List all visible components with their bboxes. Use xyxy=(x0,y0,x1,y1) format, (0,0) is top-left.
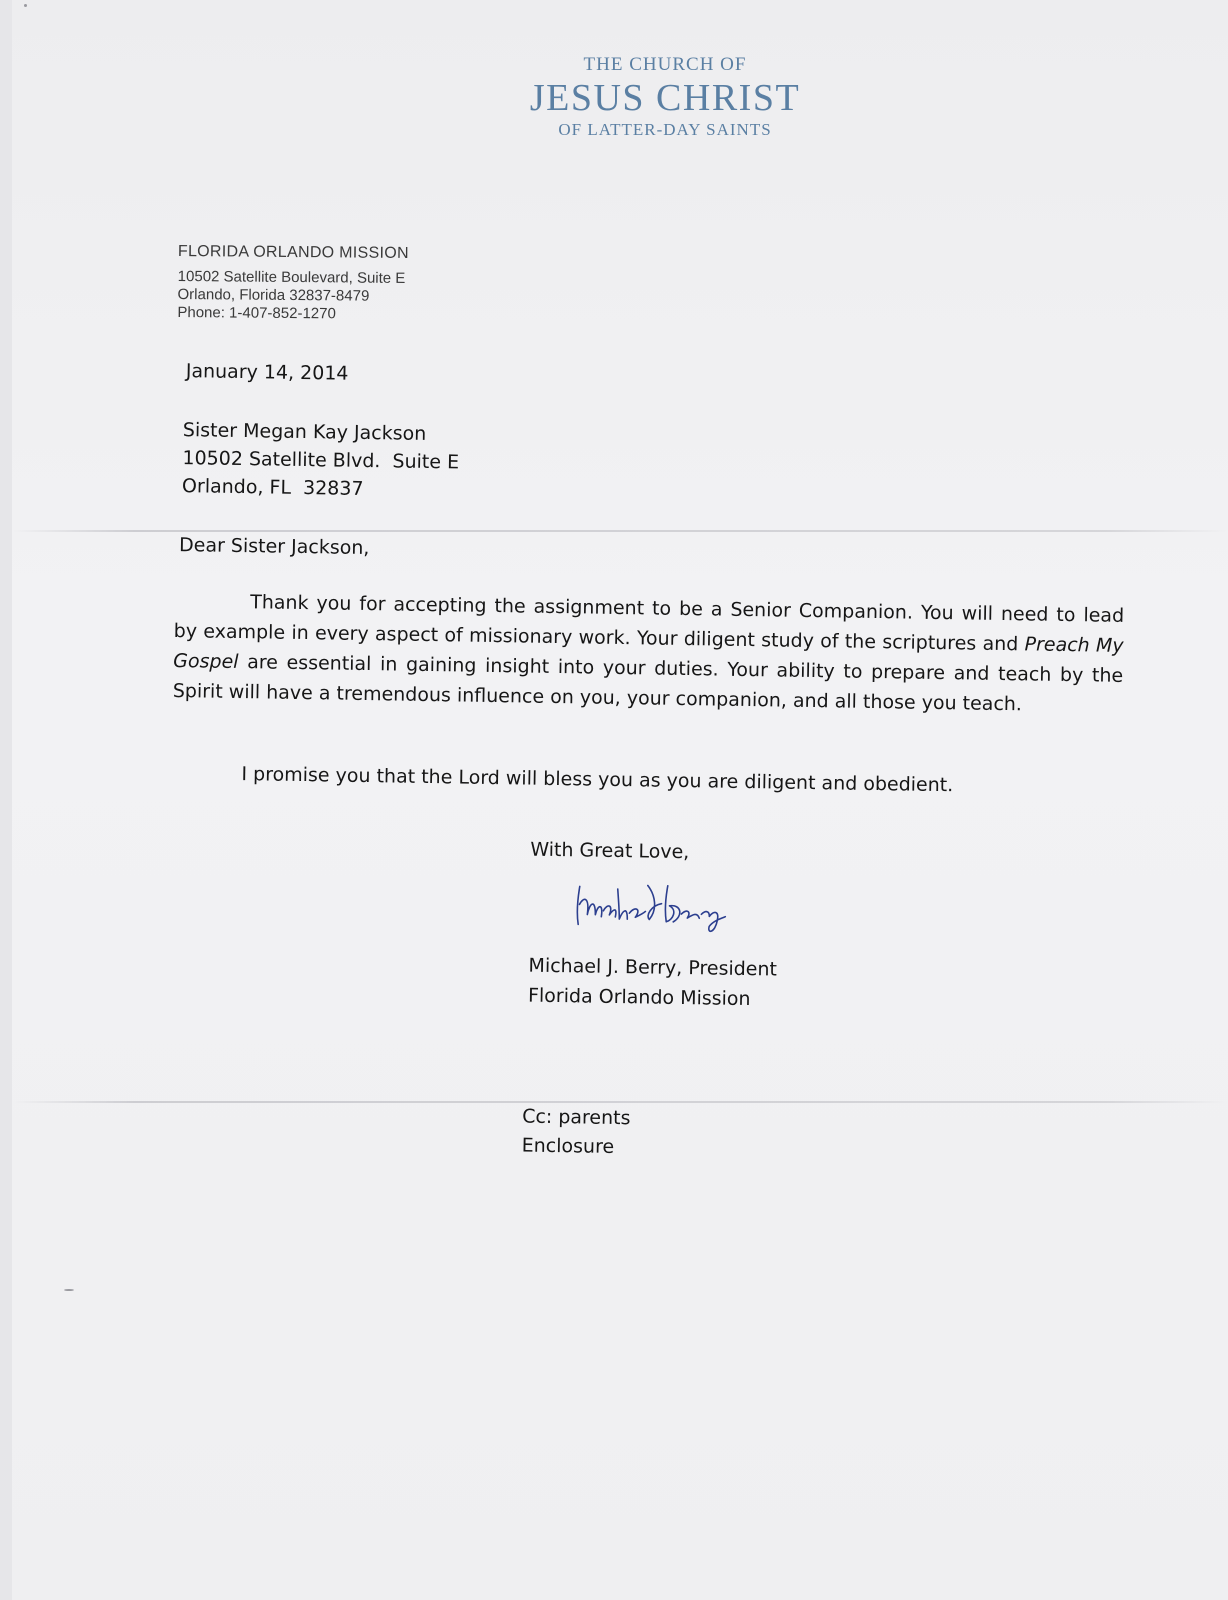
cc-block xyxy=(521,1103,630,1163)
paragraph-1-start: Thank you for accepting the assignment to be a Senior Companion. You will need to lead by example in every aspect of missionary work. Your diligent study of the scriptures and xyxy=(173,591,1125,656)
mission-address-1: 10502 Satellite Boulevard, Suite E xyxy=(177,267,406,287)
fold-line-top xyxy=(12,530,1228,532)
salutation: Dear Sister Jackson, xyxy=(178,534,370,560)
recipient-address xyxy=(182,416,460,504)
recipient-address-1: 10502 Satellite Blvd. Suite E xyxy=(182,447,460,474)
letterhead-line-3: OF LATTER-DAY SAINTS xyxy=(558,120,772,139)
letterhead-line-2: JESUS CHRIST xyxy=(529,77,801,119)
scan-speck xyxy=(24,4,27,7)
signer-block xyxy=(528,951,777,1015)
paragraph-1-book-title: Preach My Gospel xyxy=(173,633,1124,674)
scan-speck xyxy=(64,1289,74,1291)
scan-edge xyxy=(0,0,12,1600)
cc-line: Cc: parents xyxy=(521,1105,631,1130)
closing: With Great Love, xyxy=(530,838,690,864)
paragraph-1 xyxy=(173,586,1125,721)
letter-date: January 14, 2014 xyxy=(185,360,349,385)
letter-body xyxy=(172,360,1136,1158)
enclosure-line: Enclosure xyxy=(521,1134,615,1158)
mission-phone: Phone: 1-407-852-1270 xyxy=(177,303,336,323)
mission-name: FLORIDA ORLANDO MISSION xyxy=(177,243,409,263)
letterhead-line-1: THE CHURCH OF xyxy=(583,54,747,75)
letterhead xyxy=(500,52,830,142)
signer-mission: Florida Orlando Mission xyxy=(527,984,751,1011)
mission-address-2: Orlando, Florida 32837-8479 xyxy=(177,285,370,305)
paragraph-2: I promise you that the Lord will bless you as you are diligent and obedient. xyxy=(241,763,954,797)
recipient-address-2: Orlando, FL 32837 xyxy=(181,475,364,500)
fold-line-bottom xyxy=(12,1101,1228,1103)
signature xyxy=(569,874,740,937)
signer-name: Michael J. Berry, President xyxy=(528,954,778,981)
mission-address-block xyxy=(177,243,409,324)
recipient-name: Sister Megan Kay Jackson xyxy=(182,419,427,445)
paragraph-1-end: are essential in gaining insight into your duties. Your ability to prepare and teach by the Spirit will have a tremendous influence on you, your companion, and all those you teach. xyxy=(172,651,1124,716)
